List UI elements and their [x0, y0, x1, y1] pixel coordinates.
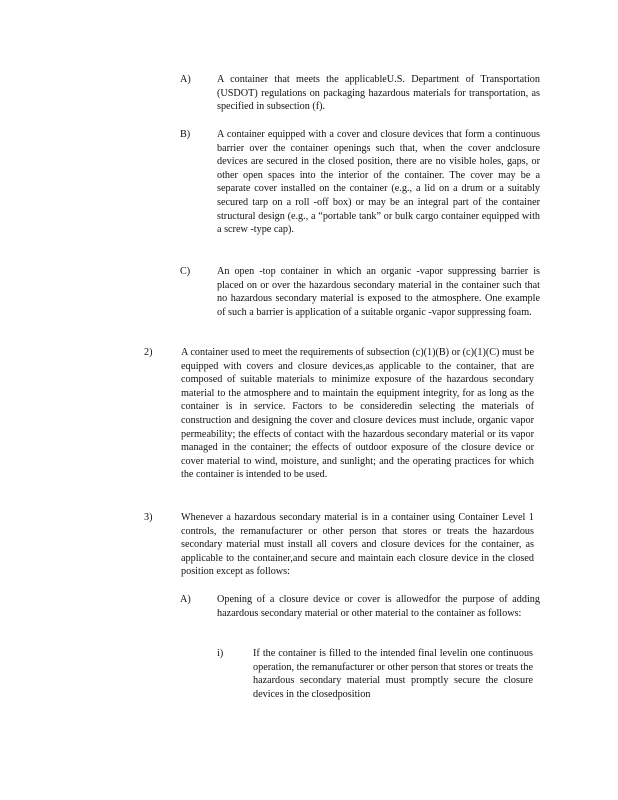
item-marker: A) — [180, 74, 191, 85]
item-marker: B) — [180, 129, 191, 140]
item-text: A container that meets the applicableU.S. Department of Transportation (USDOT) regulations on packaging hazardous materials for transportation, as specified in subsection (f). — [217, 74, 540, 113]
item-marker: 3) — [144, 512, 153, 523]
item-text: If the container is filled to the intended final levelin one continuous operation, the remanufacturer or other person that stores or treats the hazardous secondary material must promptly secure the closure devices in the closedposition — [253, 648, 533, 700]
item-marker: i) — [217, 648, 224, 659]
item-marker: C) — [180, 266, 191, 277]
item-text: Opening of a closure device or cover is allowedfor the purpose of adding hazardous secondary material or other material to the container as follows: — [217, 594, 540, 619]
item-text: A container equipped with a cover and closure devices that form a continuous barrier over the container openings such that, when the cover andclosure devices are secured in the closed position, there are no visible holes, gaps, or other open spaces into the interior of the container. The cover may be a separate cover installed on the container (e.g., a lid on a drum or a suitably secured tarp on a roll -off box) or may be an integral part of the container structural design (e.g., a “portable tank” or bulk cargo container equipped with a screw -type cap). — [217, 129, 540, 236]
item-text: An open -top container in which an organic -vapor suppressing barrier is placed on or over the hazardous secondary material in the container such that no hazardous secondary material is exposed to the atmosphere. One example of such a barrier is application of a suitable organic -vapor suppressing foam. — [217, 266, 540, 318]
item-marker: A) — [180, 594, 191, 605]
item-text: Whenever a hazardous secondary material is in a container using Container Level 1 controls, the remanufacturer or other person that stores or treats the hazardous secondary material must install all covers and closure devices for the container, as applicable to the container,and secure and maintain each closure device in the closed position except as follows: — [181, 512, 534, 578]
item-marker: 2) — [144, 347, 153, 358]
item-text: A container used to meet the requirements of subsection (c)(1)(B) or (c)(1)(C) must be equipped with covers and closure devices,as applicable to the container, that are composed of suitable materials to minimize exposure of the hazardous secondary material to the atmosphere and to maintain the equipment integrity, for as long as the container is in service. Factors to be consideredin selecting the materials of construction and designing the cover and closure devices must include, organic vapor permeability; the effects of contact with the hazardous secondary material or its vapor managed in the container; the effects of outdoor exposure of the closure device or cover material to wind, moisture, and sunlight; and the operating practices for which the container is intended to be used. — [181, 347, 534, 481]
